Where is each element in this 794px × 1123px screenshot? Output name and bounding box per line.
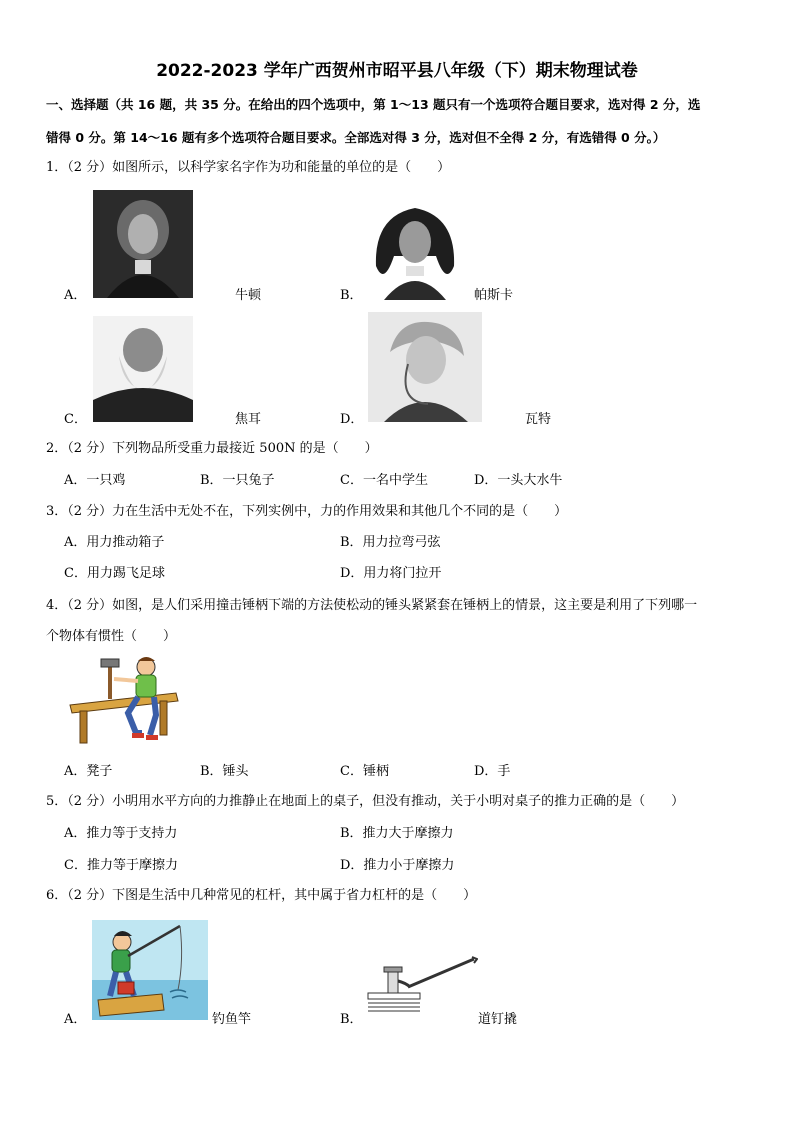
q3-option-b: B．用力拉弯弓弦: [340, 535, 441, 550]
q1-option-d-name: 瓦特: [525, 412, 552, 427]
q5-option-c: C．推力等于摩擦力: [64, 858, 178, 873]
q1-option-a-name: 牛顿: [235, 288, 262, 303]
question-4-stem-line-1: 4．（2 分）如图，是人们采用撞击锤柄下端的方法使松动的锤头紧紧套在锤柄上的情景，这主要是利用了下列哪一: [46, 598, 698, 613]
spike-lever-illustration: [366, 955, 478, 1015]
q5-option-d: D．推力小于摩擦力: [340, 858, 455, 873]
q3-option-a: A．用力推动箱子: [64, 535, 165, 550]
joule-portrait-image: [93, 316, 193, 422]
q6-option-b-name: 道钉撬: [478, 1012, 518, 1027]
q3-option-d: D．用力将门拉开: [340, 566, 442, 581]
q2-option-b: B．一只兔子: [200, 473, 275, 488]
newton-portrait-image: [93, 190, 193, 298]
question-1-stem: 1．（2 分）如图所示，以科学家名字作为功和能量的单位的是（ ）: [46, 160, 451, 175]
q3-option-c: C．用力踢飞足球: [64, 566, 165, 581]
question-5-stem: 5．（2 分）小明用水平方向的力推静止在地面上的桌子，但没有推动，关于小明对桌子的推力正确的是（ ）: [46, 794, 685, 809]
section-line-2: 错得 0 分。第 14～16 题有多个选项符合题目要求。全部选对得 3 分，选对但不全得 2 分，有选错得 0 分。）: [46, 130, 666, 145]
q6-option-b-label: B．: [340, 1012, 363, 1027]
q4-option-d: D．手: [474, 764, 511, 779]
pascal-portrait-image: [366, 196, 464, 300]
q2-option-a: A．一只鸡: [64, 473, 126, 488]
q1-option-b-label: B．: [340, 288, 363, 303]
q6-option-a-name: 钓鱼竿: [212, 1012, 252, 1027]
question-6-stem: 6．（2 分）下图是生活中几种常见的杠杆，其中属于省力杠杆的是（ ）: [46, 888, 477, 903]
q5-option-b: B．推力大于摩擦力: [340, 826, 454, 841]
q1-option-d-label: D．: [340, 412, 364, 427]
q1-option-a-label: A．: [64, 288, 87, 303]
q4-option-b: B．锤头: [200, 764, 249, 779]
q2-option-c: C．一名中学生: [340, 473, 428, 488]
q1-option-b-name: 帕斯卡: [474, 288, 514, 303]
hammer-bench-illustration: [68, 655, 180, 747]
section-line-1: 一、选择题（共 16 题，共 35 分。在给出的四个选项中，第 1～13 题只有一个选项符合题目要求，选对得 2 分，选: [46, 97, 701, 112]
question-3-stem: 3．（2 分）力在生活中无处不在，下列实例中，力的作用效果和其他几个不同的是（ ）: [46, 504, 568, 519]
section-instructions: [46, 88, 756, 154]
q1-option-c-label: C．: [64, 412, 87, 427]
q1-option-c-name: 焦耳: [235, 412, 262, 427]
q5-option-a: A．推力等于支持力: [64, 826, 178, 841]
question-4-stem-line-2: 个物体有惯性（ ）: [46, 629, 177, 644]
fishing-rod-illustration: [92, 920, 208, 1020]
q6-option-a-label: A．: [64, 1012, 87, 1027]
q2-option-d: D．一头大水牛: [474, 473, 563, 488]
q4-option-a: A．凳子: [64, 764, 113, 779]
question-2-stem: 2．（2 分）下列物品所受重力最接近 500N 的是（ ）: [46, 441, 378, 456]
watt-portrait-image: [368, 312, 482, 422]
page-title: 2022-2023 学年广西贺州市昭平县八年级（下）期末物理试卷: [156, 61, 638, 81]
q4-option-c: C．锤柄: [340, 764, 389, 779]
